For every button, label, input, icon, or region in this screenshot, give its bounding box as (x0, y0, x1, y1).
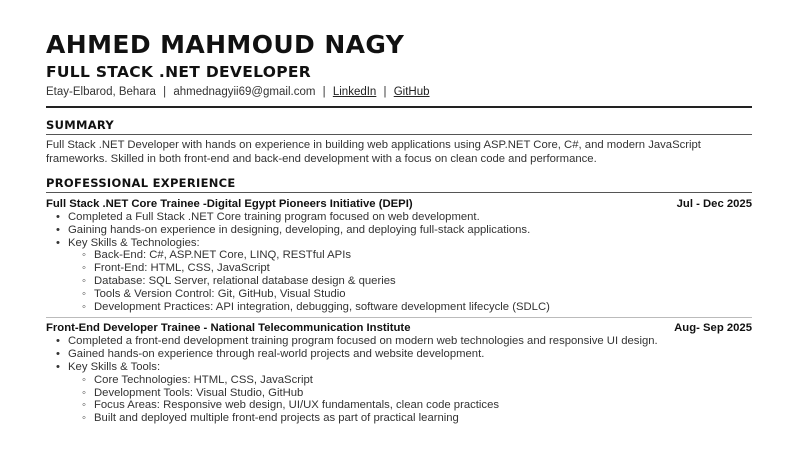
contact-separator: | (383, 86, 387, 98)
job-divider (46, 317, 752, 318)
list-item: ◦ Database: SQL Server, relational database design & queries (82, 275, 752, 288)
list-item (46, 237, 752, 314)
experience-heading: PROFESSIONAL EXPERIENCE (46, 176, 236, 190)
list-item: ◦ Focus Areas: Responsive web design, UI/UX fundamentals, clean code practices (82, 399, 752, 412)
summary-divider (46, 134, 752, 135)
list-item: ◦ Front-End: HTML, CSS, JavaScript (82, 262, 752, 275)
job-entry-depi (46, 197, 752, 318)
list-item: ◦ Development Practices: API integration, debugging, software development lifecycle (SDLC) (82, 301, 752, 314)
job-bullets (46, 211, 752, 313)
list-item: • Completed a Full Stack .NET Core training program focused on web development. (46, 211, 752, 224)
list-item: • Gained hands-on experience through real-world projects and website development. (46, 348, 752, 361)
job-bullets (46, 335, 752, 425)
list-item: ◦ Core Technologies: HTML, CSS, JavaScript (82, 374, 752, 387)
job-title: Full Stack .NET Core Trainee -Digital Egypt Pioneers Initiative (DEPI) (46, 198, 413, 210)
list-item (46, 361, 752, 425)
list-item: ◦ Built and deployed multiple front-end projects as part of practical learning (82, 412, 752, 425)
job-header (46, 197, 752, 211)
summary-heading: SUMMARY (46, 118, 115, 132)
resume-page (46, 30, 752, 425)
candidate-title: FULL STACK .NET DEVELOPER (46, 63, 311, 81)
contact-email[interactable]: ahmednagyii69@gmail.com (173, 86, 316, 98)
list-item: • Gaining hands-on experience in designing, developing, and deploying full-stack applications. (46, 224, 752, 237)
skills-list (82, 249, 752, 313)
header-divider (46, 106, 752, 108)
job-title: Front-End Developer Trainee - National Telecommunication Institute (46, 322, 411, 335)
experience-divider (46, 192, 752, 193)
summary-text: Full Stack .NET Developer with hands on experience in building web applications using ASP.NET Core, C#, and modern JavaScript frameworks. Skilled in both front-end and back-end development with a focus on clean code and performance. (46, 139, 701, 165)
list-item: • Completed a front-end development training program focused on modern web technologies and responsive UI design. (46, 335, 752, 348)
list-item: ◦ Tools & Version Control: Git, GitHub, Visual Studio (82, 288, 752, 301)
linkedin-link[interactable]: LinkedIn (332, 86, 377, 98)
skills-list (82, 374, 752, 425)
contact-line (46, 84, 752, 100)
contact-separator: | (163, 86, 167, 98)
contact-location: Etay-Elbarod, Behara (46, 86, 156, 98)
skills-label: Key Skills & Tools: (68, 360, 161, 373)
list-item: ◦ Development Tools: Visual Studio, GitHub (82, 387, 752, 400)
job-entry-nti (46, 321, 752, 425)
skills-label: Key Skills & Technologies: (68, 236, 200, 249)
contact-separator: | (322, 86, 326, 98)
candidate-name: AHMED MAHMOUD NAGY (46, 30, 405, 59)
job-dates: Jul - Dec 2025 (676, 198, 752, 210)
job-header (46, 321, 752, 335)
list-item: ◦ Back-End: C#, ASP.NET Core, LINQ, RESTful APIs (82, 249, 752, 262)
job-dates: Aug- Sep 2025 (674, 322, 752, 335)
github-link[interactable]: GitHub (393, 86, 430, 98)
